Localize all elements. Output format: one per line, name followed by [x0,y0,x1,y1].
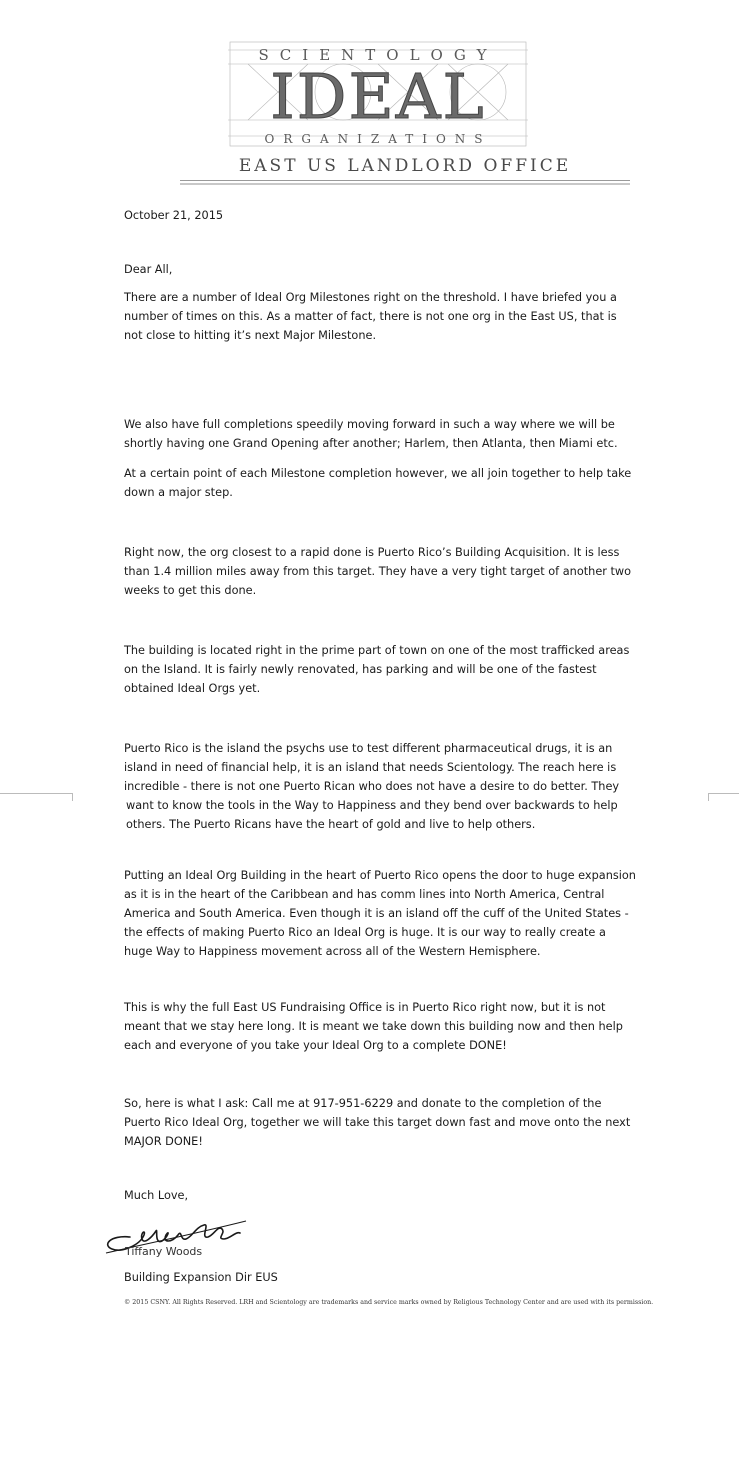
paragraph-line: incredible - there is not one Puerto Rican who does not have a desire to do better. They [124,780,620,793]
ideal-orgs-logo [228,40,528,150]
office-heading: EAST US LANDLORD OFFICE [238,156,572,176]
logo-bottom-text: ORGANIZATIONS [264,132,492,146]
paragraph-expansion: Putting an Ideal Org Building in the heart of Puerto Rico opens the door to huge expansion as it is in the heart of the Caribbean and has comm lines into North America, Central America and South America. Even though it is an island off the cuff of the United States - the effects of making Puerto Rico an Ideal Org is huge. It is our way to really create a huge Way to Happiness movement across all of the Western Hemisphere. [124,869,636,958]
header-rule-shadow [180,183,630,185]
paragraph-puerto-rico-acquisition: Right now, the org closest to a rapid done is Puerto Rico’s Building Acquisition. It is less than 1.4 million miles away from this target. They have a very tight target of another two weeks to get this done. [124,546,632,597]
signer-title: Building Expansion Dir EUS [124,1271,278,1284]
paragraph-fundraising-office: This is why the full East US Fundraising Office is in Puerto Rico right now, but it is not meant that we stay here long. It is meant we take down this building now and then help each and everyone of you take your Ideal Org to a complete DONE! [124,1001,623,1052]
paragraph-call-to-action: So, here is what I ask: Call me at 917-951-6229 and donate to the completion of the Puerto Rico Ideal Org, together we will take this target down fast and move onto the next MAJOR DONE! [124,1097,631,1148]
paragraph-line: others. The Puerto Ricans have the heart of gold and live to help others. [126,818,536,831]
salutation: Dear All, [124,263,173,276]
paragraph-line: want to know the tools in the Way to Happiness and they bend over backwards to help [126,799,618,812]
letter-date: October 21, 2015 [124,209,224,222]
crop-mark-right [708,793,739,801]
header-rule [180,180,630,181]
closing: Much Love, [124,1189,189,1202]
paragraph-join-together: At a certain point of each Milestone completion however, we all join together to help take down a major step. [124,467,632,499]
copyright-footer: © 2015 CSNY. All Rights Reserved. LRH and Scientology are trademarks and service marks owned by Religious Technology Center and are used with its permission. [124,1299,654,1306]
paragraph-milestones: There are a number of Ideal Org Milestones right on the threshold. I have briefed you a number of times on this. As a matter of fact, there is not one org in the East US, that is not close to hitting it’s next Major Milestone. [124,291,617,342]
paragraph-line: Puerto Rico is the island the psychs use to test different pharmaceutical drugs, it is an [124,742,613,755]
paragraph-line: island in need of financial help, it is an island that needs Scientology. The reach here is [124,761,617,774]
paragraph-completions: We also have full completions speedily moving forward in such a way where we will be shortly having one Grand Opening after another; Harlem, then Atlanta, then Miami etc. [124,418,618,450]
crop-mark-left [0,793,73,801]
printed-name: Tiffany Woods [125,1245,203,1258]
logo-main-text: IDEAL [270,60,486,133]
paragraph-building-location: The building is located right in the prime part of town on one of the most trafficked areas on the Island. It is fairly newly renovated, has parking and will be one of the fastest obtained Ideal Orgs yet. [124,644,630,695]
paragraph-puerto-rico-island [124,739,636,834]
logo-top-text: SCIENTOLOGY [258,46,498,64]
